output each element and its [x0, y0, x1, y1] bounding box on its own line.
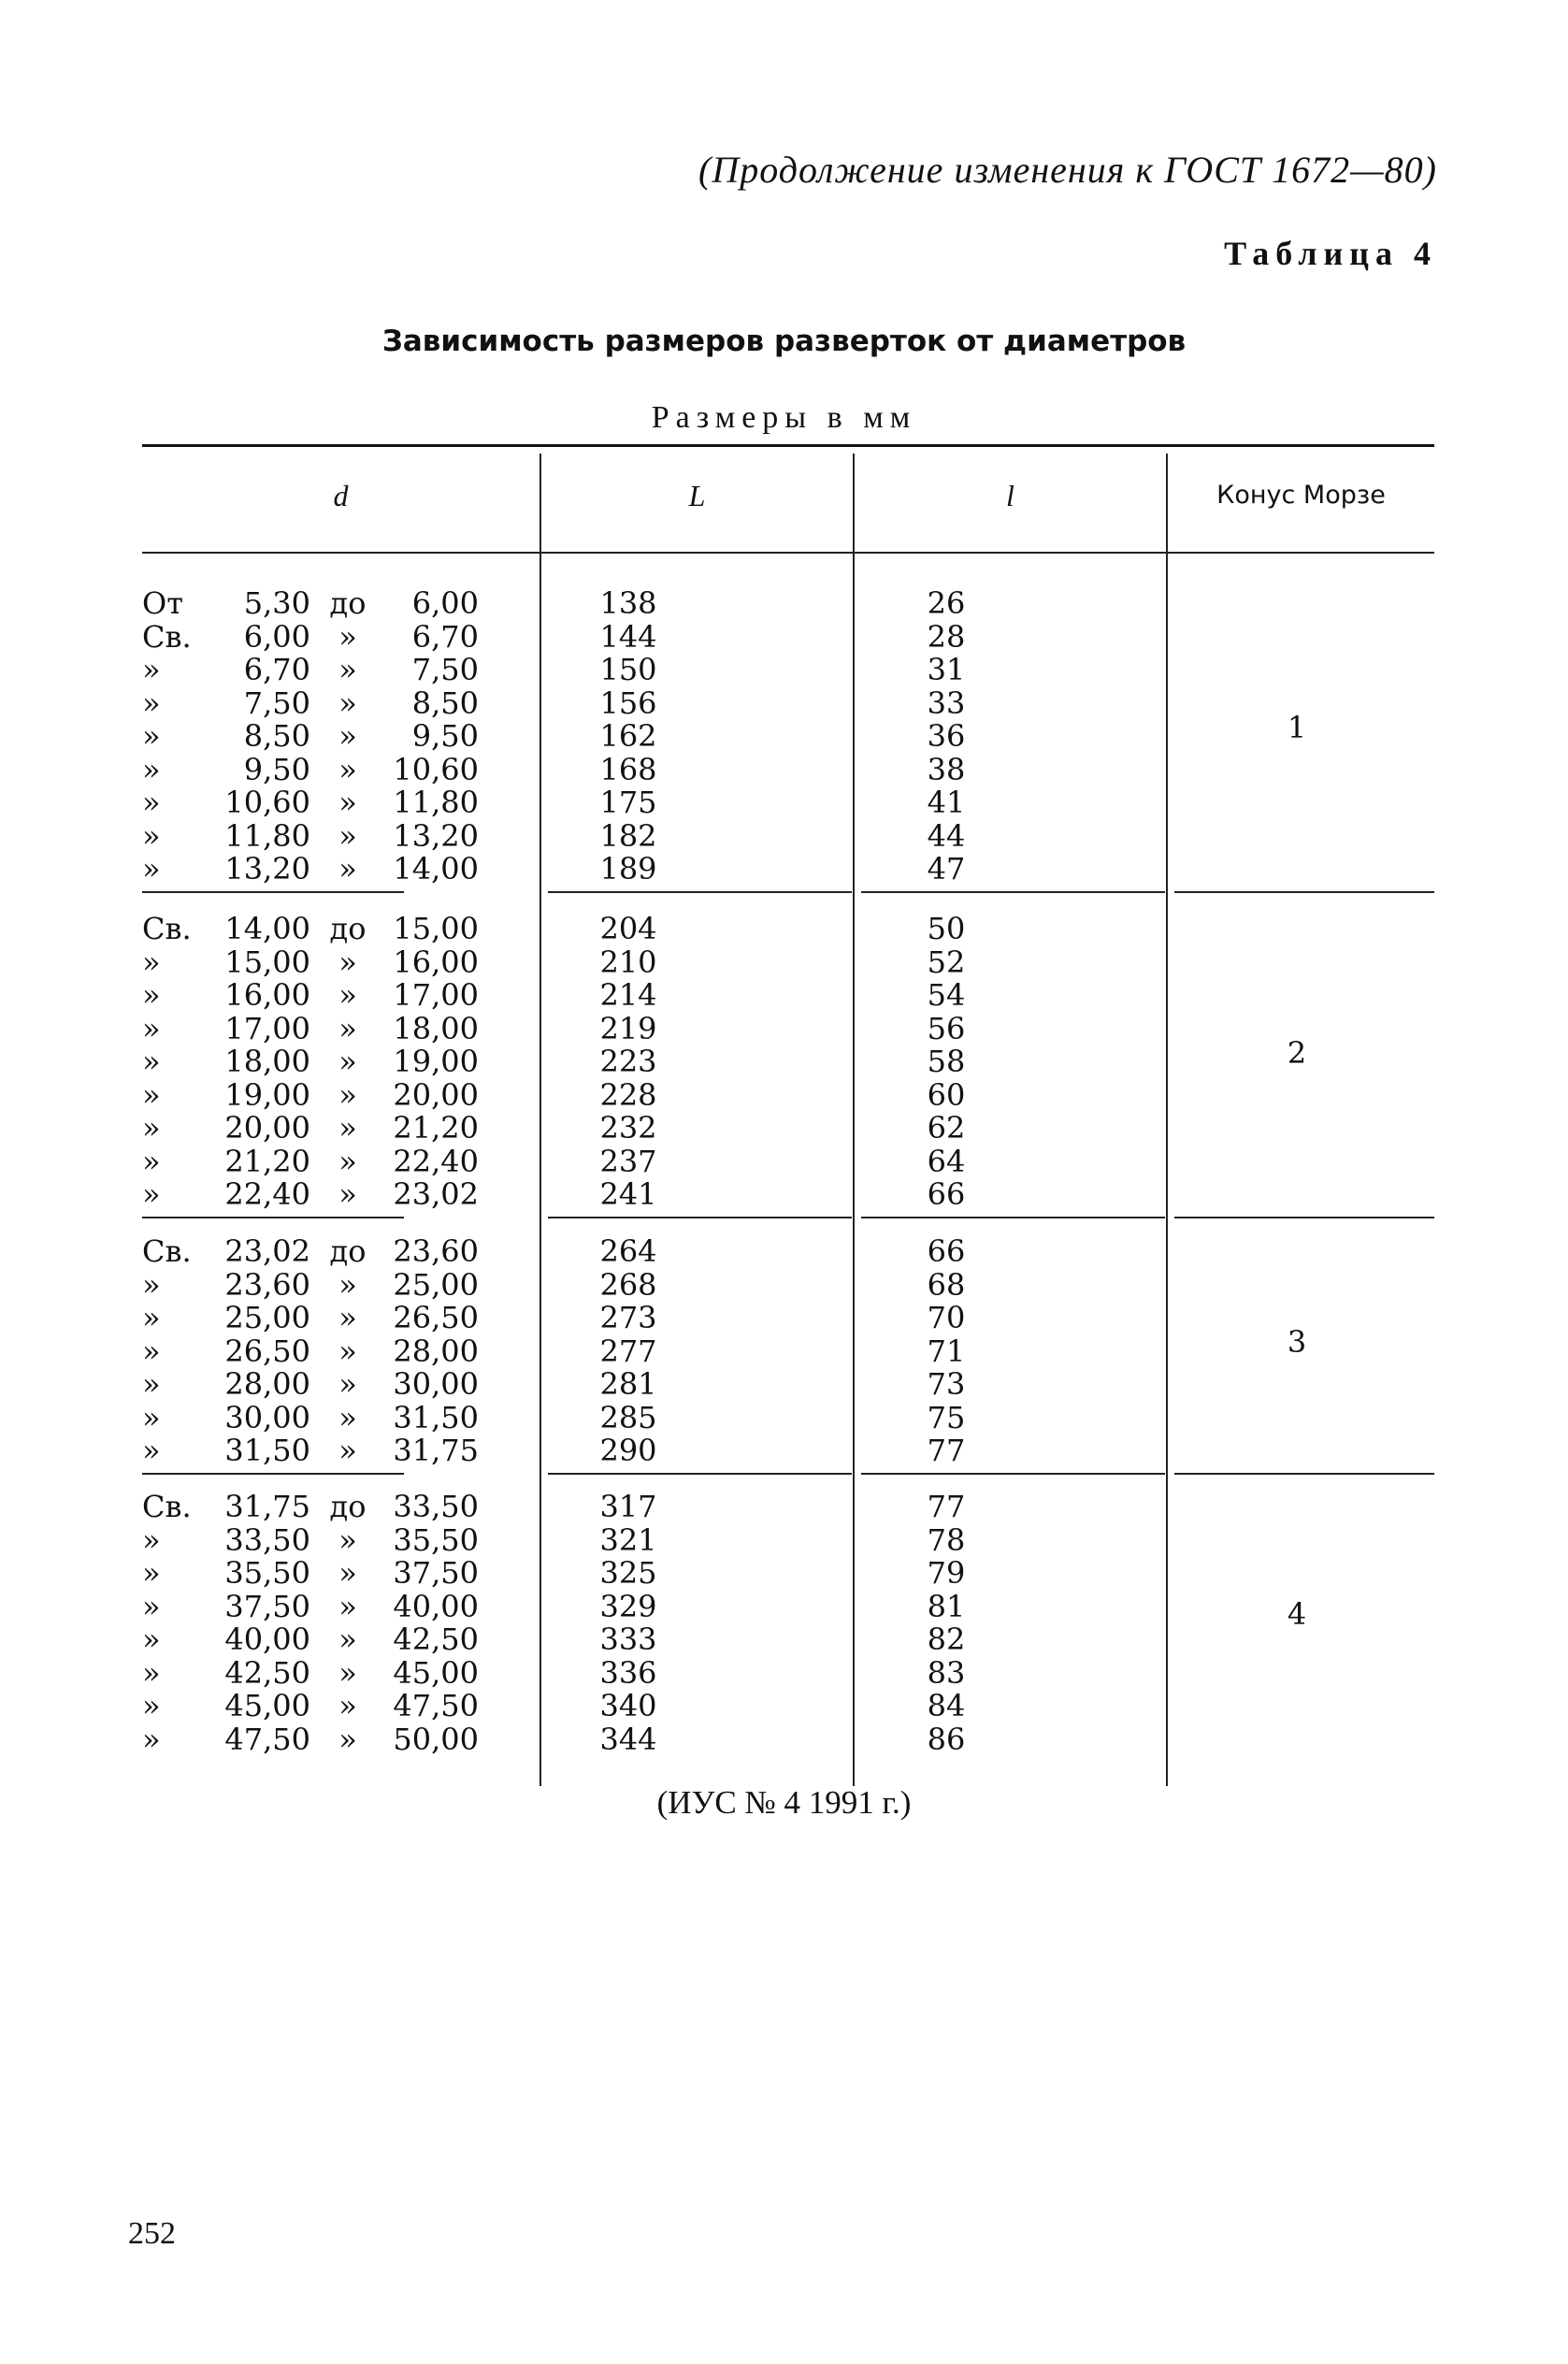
length-L: 241: [599, 1176, 657, 1212]
prefix: »: [142, 1110, 161, 1146]
table-row: [142, 620, 1434, 654]
range-separator: »: [338, 944, 357, 980]
diameter-from: 18,00: [224, 1044, 310, 1079]
length-l: 44: [927, 817, 966, 854]
diameter-from: 5,30: [243, 585, 310, 621]
diameter-from: 37,50: [224, 1588, 310, 1624]
range-separator: »: [338, 618, 357, 655]
group-separator: [548, 1473, 852, 1475]
range-separator: »: [338, 1721, 357, 1757]
diameter-from: 35,50: [224, 1555, 310, 1591]
prefix: »: [142, 718, 161, 754]
length-l: 82: [927, 1622, 966, 1657]
length-l: 41: [927, 785, 966, 820]
table-row: [142, 945, 1434, 979]
table-row: [142, 819, 1434, 853]
range-separator: »: [338, 685, 357, 721]
diameter-to: 22,40: [393, 1143, 479, 1179]
range-separator: »: [338, 977, 357, 1013]
length-L: 290: [599, 1433, 657, 1468]
diameter-to: 40,00: [393, 1588, 479, 1624]
length-L: 175: [599, 785, 657, 820]
length-l: 79: [927, 1555, 966, 1591]
prefix: »: [142, 817, 161, 854]
diameter-from: 20,00: [224, 1110, 310, 1146]
diameter-to: 21,20: [393, 1110, 479, 1146]
range-separator: »: [338, 1588, 357, 1624]
table-number: Таблица 4: [1224, 235, 1437, 272]
range-separator: »: [338, 1143, 357, 1179]
page-number: 252: [128, 2216, 176, 2251]
prefix: Св.: [142, 1489, 192, 1524]
length-L: 277: [599, 1333, 657, 1369]
table-row: [142, 1434, 1434, 1467]
prefix: »: [142, 1076, 161, 1113]
range-separator: »: [338, 817, 357, 854]
units-caption: Размеры в мм: [651, 400, 917, 435]
table-row: [142, 1490, 1434, 1523]
prefix: »: [142, 785, 161, 820]
table-row: [142, 1078, 1434, 1112]
length-l: 75: [927, 1399, 966, 1435]
length-l: 56: [927, 1010, 966, 1046]
diameter-to: 50,00: [393, 1721, 479, 1757]
continuation-header: (Продолжение изменения к ГОСТ 1672—80): [698, 149, 1437, 191]
diameter-to: 31,75: [393, 1433, 479, 1468]
prefix: »: [142, 1622, 161, 1657]
length-L: 340: [599, 1688, 657, 1723]
group-separator: [1174, 891, 1434, 893]
prefix: »: [142, 1266, 161, 1303]
length-L: 273: [599, 1300, 657, 1335]
diameter-from: 26,50: [224, 1333, 310, 1369]
length-l: 50: [927, 911, 966, 946]
length-L: 329: [599, 1588, 657, 1624]
range-separator: »: [338, 785, 357, 820]
diameter-to: 18,00: [393, 1010, 479, 1046]
length-l: 68: [927, 1266, 966, 1303]
range-separator: »: [338, 751, 357, 787]
diameter-from: 17,00: [224, 1010, 310, 1046]
table-row: [142, 1268, 1434, 1302]
diameter-from: 31,50: [224, 1433, 310, 1468]
diameter-from: 30,00: [224, 1399, 310, 1435]
length-l: 86: [927, 1721, 966, 1757]
prefix: Св.: [142, 618, 192, 655]
length-l: 66: [927, 1176, 966, 1212]
table-row: [142, 912, 1434, 945]
prefix: »: [142, 944, 161, 980]
range-separator: »: [338, 1688, 357, 1723]
diameter-to: 19,00: [393, 1044, 479, 1079]
table-row: [142, 753, 1434, 786]
table-row: [142, 1723, 1434, 1756]
diameter-to: 23,60: [393, 1233, 479, 1269]
diameter-from: 40,00: [224, 1622, 310, 1657]
length-L: 268: [599, 1266, 657, 1303]
group-separator: [861, 1473, 1165, 1475]
diameter-from: 10,60: [224, 785, 310, 820]
group-separator: [142, 1217, 404, 1218]
range-separator: »: [338, 1266, 357, 1303]
diameter-to: 13,20: [393, 817, 479, 854]
length-L: 204: [599, 911, 657, 946]
prefix: »: [142, 685, 161, 721]
diameter-to: 16,00: [393, 944, 479, 980]
length-L: 156: [599, 685, 657, 721]
prefix: »: [142, 1555, 161, 1591]
diameter-to: 31,50: [393, 1399, 479, 1435]
range-separator: »: [338, 1176, 357, 1212]
prefix: »: [142, 1143, 161, 1179]
diameter-to: 25,00: [393, 1266, 479, 1303]
diameter-from: 9,50: [243, 751, 310, 787]
prefix: »: [142, 1721, 161, 1757]
length-L: 144: [599, 618, 657, 655]
table-row: [142, 1177, 1434, 1211]
prefix: »: [142, 1654, 161, 1691]
footer-reference: (ИУС № 4 1991 г.): [656, 1784, 912, 1821]
diameter-from: 21,20: [224, 1143, 310, 1179]
diameter-from: 42,50: [224, 1654, 310, 1691]
morse-taper-value: 3: [1287, 1324, 1307, 1361]
table-row: [142, 1401, 1434, 1434]
diameter-from: 6,70: [243, 652, 310, 687]
morse-taper-value: 1: [1287, 709, 1307, 745]
diameter-from: 8,50: [243, 718, 310, 754]
prefix: »: [142, 851, 161, 886]
diameter-from: 14,00: [224, 911, 310, 946]
length-l: 71: [927, 1333, 966, 1369]
table-row: [142, 1523, 1434, 1557]
length-l: 84: [927, 1688, 966, 1723]
length-l: 52: [927, 944, 966, 980]
range-separator: до: [329, 911, 367, 946]
length-l: 73: [927, 1366, 966, 1402]
length-l: 47: [927, 851, 966, 886]
length-l: 77: [927, 1489, 966, 1524]
diameter-from: 19,00: [224, 1076, 310, 1113]
diameter-to: 15,00: [393, 911, 479, 946]
range-separator: »: [338, 851, 357, 886]
length-L: 281: [599, 1366, 657, 1402]
length-l: 81: [927, 1588, 966, 1624]
range-separator: »: [338, 1110, 357, 1146]
prefix: »: [142, 1176, 161, 1212]
group-separator: [548, 891, 852, 893]
range-separator: »: [338, 1366, 357, 1402]
prefix: »: [142, 1010, 161, 1046]
morse-taper-value: 2: [1287, 1034, 1307, 1071]
table-row: [142, 1111, 1434, 1145]
range-separator: до: [329, 1489, 367, 1524]
diameter-from: 16,00: [224, 977, 310, 1013]
table-row: [142, 1145, 1434, 1178]
diameter-to: 28,00: [393, 1333, 479, 1369]
range-separator: »: [338, 1399, 357, 1435]
group-separator: [142, 891, 404, 893]
table-title: Зависимость размеров разверток от диаметров: [381, 324, 1187, 358]
diameter-from: 15,00: [224, 944, 310, 980]
length-L: 138: [599, 585, 657, 621]
length-l: 28: [927, 618, 966, 655]
diameter-to: 42,50: [393, 1622, 479, 1657]
table-row: [142, 1556, 1434, 1590]
diameter-from: 33,50: [224, 1521, 310, 1558]
prefix: »: [142, 1333, 161, 1369]
length-l: 33: [927, 685, 966, 721]
table-row: [142, 786, 1434, 819]
range-separator: »: [338, 1433, 357, 1468]
range-separator: »: [338, 1333, 357, 1369]
prefix: »: [142, 1399, 161, 1435]
diameter-from: 13,20: [224, 851, 310, 886]
range-separator: »: [338, 1555, 357, 1591]
diameter-from: 23,60: [224, 1266, 310, 1303]
length-L: 210: [599, 944, 657, 980]
diameter-from: 22,40: [224, 1176, 310, 1212]
group-separator: [861, 891, 1165, 893]
diameter-from: 23,02: [224, 1233, 310, 1269]
diameter-to: 26,50: [393, 1300, 479, 1335]
diameter-to: 9,50: [411, 718, 479, 754]
prefix: »: [142, 1688, 161, 1723]
column-header-morse: Конус Морзе: [1216, 481, 1386, 510]
length-l: 78: [927, 1521, 966, 1558]
table-row: [142, 978, 1434, 1012]
group-separator: [861, 1217, 1165, 1218]
diameter-from: 47,50: [224, 1721, 310, 1757]
prefix: »: [142, 1521, 161, 1558]
table-row: [142, 1367, 1434, 1401]
length-L: 228: [599, 1076, 657, 1113]
table-row: [142, 852, 1434, 886]
diameter-to: 10,60: [393, 751, 479, 787]
length-L: 344: [599, 1721, 657, 1757]
length-l: 60: [927, 1076, 966, 1113]
range-separator: »: [338, 718, 357, 754]
group-separator: [1174, 1217, 1434, 1218]
column-header-L: L: [688, 479, 706, 512]
range-separator: »: [338, 652, 357, 687]
table-row: [142, 1689, 1434, 1723]
diameter-to: 47,50: [393, 1688, 479, 1723]
length-L: 321: [599, 1521, 657, 1558]
length-l: 64: [927, 1143, 966, 1179]
diameter-to: 8,50: [411, 685, 479, 721]
dimensions-table: [142, 444, 1434, 1791]
diameter-to: 6,00: [411, 585, 479, 621]
length-l: 58: [927, 1044, 966, 1079]
range-separator: »: [338, 1044, 357, 1079]
diameter-to: 17,00: [393, 977, 479, 1013]
prefix: »: [142, 1044, 161, 1079]
length-l: 66: [927, 1233, 966, 1269]
group-separator: [1174, 1473, 1434, 1475]
diameter-to: 14,00: [393, 851, 479, 886]
diameter-to: 33,50: [393, 1489, 479, 1524]
prefix: Св.: [142, 1233, 192, 1269]
diameter-from: 45,00: [224, 1688, 310, 1723]
diameter-to: 11,80: [393, 785, 479, 820]
diameter-from: 25,00: [224, 1300, 310, 1335]
length-L: 336: [599, 1654, 657, 1691]
diameter-from: 7,50: [243, 685, 310, 721]
prefix: »: [142, 1588, 161, 1624]
length-l: 31: [927, 652, 966, 687]
prefix: »: [142, 977, 161, 1013]
length-L: 219: [599, 1010, 657, 1046]
diameter-to: 37,50: [393, 1555, 479, 1591]
table-row: [142, 586, 1434, 620]
diameter-to: 45,00: [393, 1654, 479, 1691]
length-L: 232: [599, 1110, 657, 1146]
diameter-from: 28,00: [224, 1366, 310, 1402]
length-l: 36: [927, 718, 966, 754]
length-L: 189: [599, 851, 657, 886]
range-separator: »: [338, 1654, 357, 1691]
header-bottom-rule: [142, 552, 1434, 554]
diameter-to: 30,00: [393, 1366, 479, 1402]
column-header-d: d: [333, 479, 349, 512]
prefix: »: [142, 1433, 161, 1468]
length-L: 182: [599, 817, 657, 854]
length-L: 168: [599, 751, 657, 787]
diameter-to: 7,50: [411, 652, 479, 687]
length-L: 325: [599, 1555, 657, 1591]
range-separator: »: [338, 1521, 357, 1558]
table-top-rule: [142, 444, 1434, 447]
diameter-from: 11,80: [224, 817, 310, 854]
table-row: [142, 653, 1434, 686]
diameter-to: 6,70: [411, 618, 479, 655]
diameter-to: 23,02: [393, 1176, 479, 1212]
diameter-to: 20,00: [393, 1076, 479, 1113]
prefix: »: [142, 652, 161, 687]
group-separator: [548, 1217, 852, 1218]
diameter-from: 6,00: [243, 618, 310, 655]
diameter-from: 31,75: [224, 1489, 310, 1524]
length-L: 214: [599, 977, 657, 1013]
length-L: 317: [599, 1489, 657, 1524]
group-separator: [142, 1473, 404, 1475]
prefix: »: [142, 1300, 161, 1335]
length-L: 264: [599, 1233, 657, 1269]
table-row: [142, 1656, 1434, 1690]
length-l: 62: [927, 1110, 966, 1146]
length-l: 26: [927, 585, 966, 621]
prefix: »: [142, 1366, 161, 1402]
length-l: 77: [927, 1433, 966, 1468]
diameter-to: 35,50: [393, 1521, 479, 1558]
range-separator: »: [338, 1076, 357, 1113]
length-l: 70: [927, 1300, 966, 1335]
length-L: 162: [599, 718, 657, 754]
length-l: 83: [927, 1654, 966, 1691]
length-L: 223: [599, 1044, 657, 1079]
morse-taper-value: 4: [1287, 1596, 1307, 1632]
range-separator: до: [329, 585, 367, 621]
range-separator: »: [338, 1010, 357, 1046]
length-l: 38: [927, 751, 966, 787]
prefix: От: [142, 585, 183, 621]
length-L: 333: [599, 1622, 657, 1657]
range-separator: до: [329, 1233, 367, 1269]
length-L: 150: [599, 652, 657, 687]
length-l: 54: [927, 977, 966, 1013]
range-separator: »: [338, 1622, 357, 1657]
range-separator: »: [338, 1300, 357, 1335]
prefix: »: [142, 751, 161, 787]
length-L: 237: [599, 1143, 657, 1179]
column-header-l: l: [1006, 479, 1014, 512]
length-L: 285: [599, 1399, 657, 1435]
table-row: [142, 1234, 1434, 1268]
prefix: Св.: [142, 911, 192, 946]
